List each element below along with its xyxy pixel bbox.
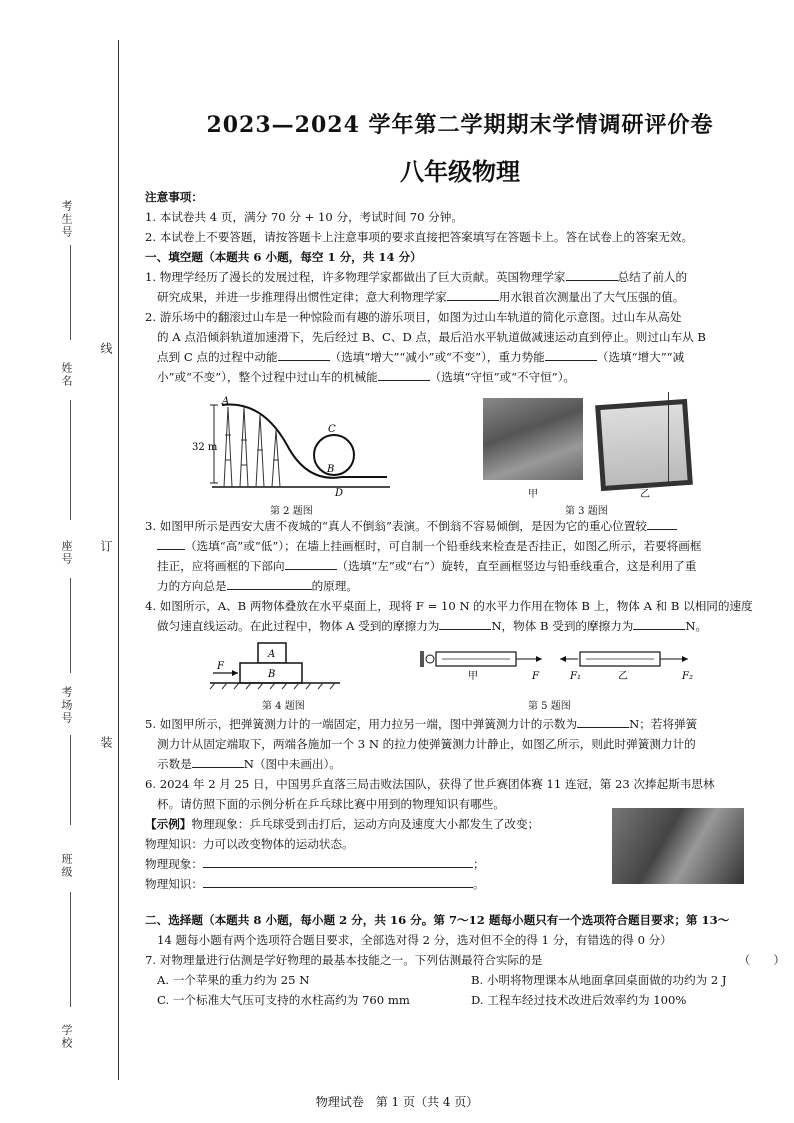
school-label: 学校 — [60, 1024, 73, 1050]
q2-blank-1[interactable] — [278, 348, 330, 361]
q3-line-4 — [145, 576, 785, 596]
seat-label: 座号 — [60, 540, 73, 566]
q3-text-f: 的原理。 — [311, 579, 358, 593]
q6-example-tag: 【示例】 — [145, 817, 192, 831]
q6-knowledge-blank[interactable] — [203, 875, 473, 888]
q5-text-d: N（图中未画出）。 — [243, 757, 341, 771]
binding-mark-order: 订 — [99, 540, 113, 552]
figure-3-picture-frame — [595, 399, 693, 491]
q7-option-b[interactable]: B. 小明将物理课本从地面拿回桌面做的功约为 2 J — [471, 973, 727, 987]
q2-text-c: （选填“增大”“减 — [596, 350, 685, 364]
figure-4-caption: 第 4 题图 — [262, 701, 305, 712]
q7-option-d[interactable]: D. 工程车经过技术改进后效率约为 100% — [471, 993, 687, 1007]
q1-blank-1[interactable] — [566, 268, 618, 281]
section-2-line-1: 二、选择题（本题共 8 小题，每小题 2 分，共 16 分。第 7～12 题每小题只有一个选项符合题目要求；第 13～ — [145, 913, 730, 927]
q2-line-2: 的 A 点沿倾斜轨道加速滑下，先后经过 B、C、D 点，最后沿水平轨道做减速运动直到停止。则过山车从 B — [157, 330, 706, 344]
note-1: 1. 本试卷共 4 页，满分 70 分 + 10 分，考试时间 70 分钟。 — [145, 210, 463, 224]
figure-3-caption: 第 3 题图 — [565, 506, 608, 517]
figure-3-label-right: 乙 — [640, 489, 650, 500]
surface-hatching — [210, 683, 335, 689]
q4-line-1: 4. 如图所示，A、B 两物体叠放在水平桌面上，现将 F = 10 N 的水平力作用在物体 B 上，物体 A 和 B 以相同的速度 — [145, 599, 753, 613]
q4-text-b: N，物体 B 受到的摩擦力为 — [491, 619, 634, 633]
q6-line-1: 6. 2024 年 2 月 25 日，中国男乒直落三局击败法国队，获得了世乒赛团体赛 11 连冠，第 23 次捧起斯韦思林 — [145, 777, 715, 791]
q4-text-c: N。 — [685, 619, 708, 633]
note-2: 2. 本试卷上不要答题，请按答题卡上注意事项的要求直接把答案填写在答题卡上。答在试卷上的答案无效。 — [145, 230, 694, 244]
room-rule — [70, 735, 71, 825]
q6-knowledge-label: 物理知识： — [145, 877, 203, 891]
notes-heading: 注意事项： — [145, 190, 203, 204]
q5-line-3 — [145, 754, 785, 774]
force-f2-label: F₂ — [682, 671, 693, 682]
point-a-label: A — [222, 396, 230, 407]
q3-blank-1[interactable] — [647, 517, 677, 530]
figure-5-label-left: 甲 — [468, 671, 478, 682]
binding-mark-line: 线 — [99, 342, 113, 354]
content-block-1 — [145, 187, 785, 387]
class-label: 班级 — [60, 853, 73, 879]
point-b-label: B — [327, 464, 335, 475]
fixed-wall — [420, 651, 424, 667]
plumb-line — [668, 392, 669, 484]
block-a-label: A — [268, 649, 276, 660]
q4-blank-2[interactable] — [633, 617, 685, 630]
q6-example-knowledge: 物理知识：力可以改变物体的运动状态。 — [145, 837, 354, 851]
figure-5-label-right: 乙 — [618, 671, 628, 682]
q1-text-b: 总结了前人的 — [617, 270, 688, 284]
q6-line-2: 杯。请仿照下面的示例分析在乒乓球比赛中用到的物理知识有哪些。 — [157, 797, 505, 811]
force-label: F — [217, 661, 224, 672]
q5-text-c: 示数是 — [157, 757, 192, 771]
q3-text-c: 挂正，应将画框的下部向 — [157, 559, 285, 573]
q7-stem: 7. 对物理量进行估测是学好物理的最基本技能之一。下列估测最符合实际的是 — [145, 953, 543, 967]
q2-line-1: 2. 游乐场中的翻滚过山车是一种惊险而有趣的游乐项目，如图为过山车轨道的简化示意图。过山车从高处 — [145, 310, 682, 324]
exam-subtitle: 八年级物理 — [400, 157, 520, 186]
binding-mark-bind: 装 — [99, 736, 113, 748]
q7-options-row-2 — [145, 990, 785, 1010]
force-f1-label: F₁ — [570, 671, 581, 682]
q5-blank-1[interactable] — [577, 715, 629, 728]
q6-phenomenon-blank[interactable] — [203, 855, 473, 868]
q2-line-4 — [145, 367, 785, 387]
figure-3-photo-tumbler — [483, 398, 583, 480]
q3-line-1 — [145, 516, 785, 536]
q3-blank-2[interactable] — [285, 557, 337, 570]
name-rule — [70, 400, 71, 520]
block-b-label: B — [268, 669, 276, 680]
q6-period: 。 — [472, 877, 485, 891]
figure-5-caption: 第 5 题图 — [528, 701, 571, 712]
q3-text-d: （选填“左”或“右”）旋转，直至画框竖边与铅垂线重合，这是利用了重 — [336, 559, 697, 573]
q7-option-c[interactable]: C. 一个标准大气压可支持的水柱高约为 760 mm — [157, 993, 410, 1007]
q4-blank-1[interactable] — [439, 617, 491, 630]
q2-line-3 — [145, 347, 785, 367]
q2-text-e: （选填“守恒”或“不守恒”）。 — [429, 370, 576, 384]
figure-2-roller-coaster — [192, 395, 392, 500]
q2-blank-2[interactable] — [545, 348, 597, 361]
q2-text-a: 点到 C 点的过程中动能 — [157, 350, 278, 364]
point-c-label: C — [328, 424, 336, 435]
q3-text-a: 3. 如图甲所示是西安大唐不夜城的“真人不倒翁”表演。不倒翁不容易倾倒，是因为它的重心位置较 — [145, 519, 647, 533]
figure-6-table-tennis-photo — [612, 808, 744, 884]
section-2-line-2: 14 题每小题有两个选项符合题目要求，全部选对得 2 分，选对但不全的得 1 分，有错选的得 0 分） — [157, 933, 672, 947]
q3-text-e: 力的方向总是 — [157, 579, 227, 593]
room-label: 考场号 — [60, 686, 73, 725]
q3-blank-1b[interactable] — [157, 537, 185, 550]
point-d-label: D — [335, 488, 344, 499]
figure-2-caption: 第 2 题图 — [270, 506, 313, 517]
q4-line-2 — [145, 616, 785, 636]
q3-line-2 — [145, 536, 785, 556]
support-towers — [224, 407, 280, 487]
q3-text-b: （选填“高”或“低”）；在墙上挂画框时，可自制一个铅垂线来检查是否挂正，如图乙所示，若要将画框 — [185, 539, 702, 553]
q2-text-d: 小”或“不变”），整个过程中过山车的机械能 — [157, 370, 378, 384]
q7-option-a[interactable]: A. 一个苹果的重力约为 25 N — [157, 973, 310, 987]
q5-line-2: 测力计从固定端取下，两端各施加一个 3 N 的拉力使弹簧测力计静止，如图乙所示，则此时弹簧测力计的 — [157, 737, 696, 751]
force-f-label: F — [532, 671, 539, 682]
figure-4-stacked-blocks — [205, 640, 345, 690]
q5-blank-2[interactable] — [192, 755, 244, 768]
figure-5-spring-scales — [420, 645, 700, 690]
figure-3-label-left: 甲 — [528, 489, 538, 500]
q6-semicolon: ； — [472, 857, 485, 871]
exam-id-label: 考生号 — [60, 200, 73, 239]
q3-blank-3[interactable] — [227, 577, 312, 590]
binding-line — [118, 40, 119, 1080]
q7-stem-line — [145, 950, 785, 970]
exam-id-rule — [70, 245, 71, 340]
q7-options-row-1 — [145, 970, 785, 990]
q1-blank-2[interactable] — [447, 288, 499, 301]
q1-text-c: 研究成果，并进一步推理得出惯性定律；意大利物理学家 — [157, 290, 447, 304]
q4-text-a: 做匀速直线运动。在此过程中，物体 A 受到的摩擦力为 — [157, 619, 440, 633]
q1-line-1 — [145, 267, 785, 287]
q3-line-3 — [145, 556, 785, 576]
q1-line-2 — [145, 287, 785, 307]
q1-text-d: 用水银首次测量出了大气压强的值。 — [498, 290, 685, 304]
height-label: 32 m — [192, 442, 218, 453]
q6-example-phenomenon: 物理现象：乒乓球受到击打后，运动方向及速度大小都发生了改变； — [191, 817, 540, 831]
q5-text-a: 5. 如图甲所示，把弹簧测力计的一端固定，用力拉另一端，图中弹簧测力计的示数为 — [145, 717, 578, 731]
name-label: 姓名 — [60, 362, 73, 388]
content-block-4 — [145, 910, 785, 1010]
q2-blank-3[interactable] — [378, 368, 430, 381]
exam-title: 2023—2024 学年第二学期期末学情调研评价卷 — [206, 112, 714, 138]
q6-phenomenon-label: 物理现象： — [145, 857, 203, 871]
page-footer: 物理试卷 第 1 页（共 4 页） — [315, 1095, 479, 1109]
q7-answer-paren[interactable]: （ ） — [738, 953, 785, 967]
q5-text-b: N；若将弹簧 — [629, 717, 698, 731]
class-rule — [70, 892, 71, 1007]
section-1-heading: 一、填空题（本题共 6 小题，每空 1 分，共 14 分） — [145, 250, 422, 264]
seat-rule — [70, 578, 71, 673]
q2-text-b: （选填“增大”“减小”或“不变”），重力势能 — [329, 350, 545, 364]
q1-text-a: 1. 物理学经历了漫长的发展过程，许多物理学家都做出了巨大贡献。英国物理学家 — [145, 270, 566, 284]
content-block-2 — [145, 516, 785, 636]
q5-line-1 — [145, 714, 785, 734]
